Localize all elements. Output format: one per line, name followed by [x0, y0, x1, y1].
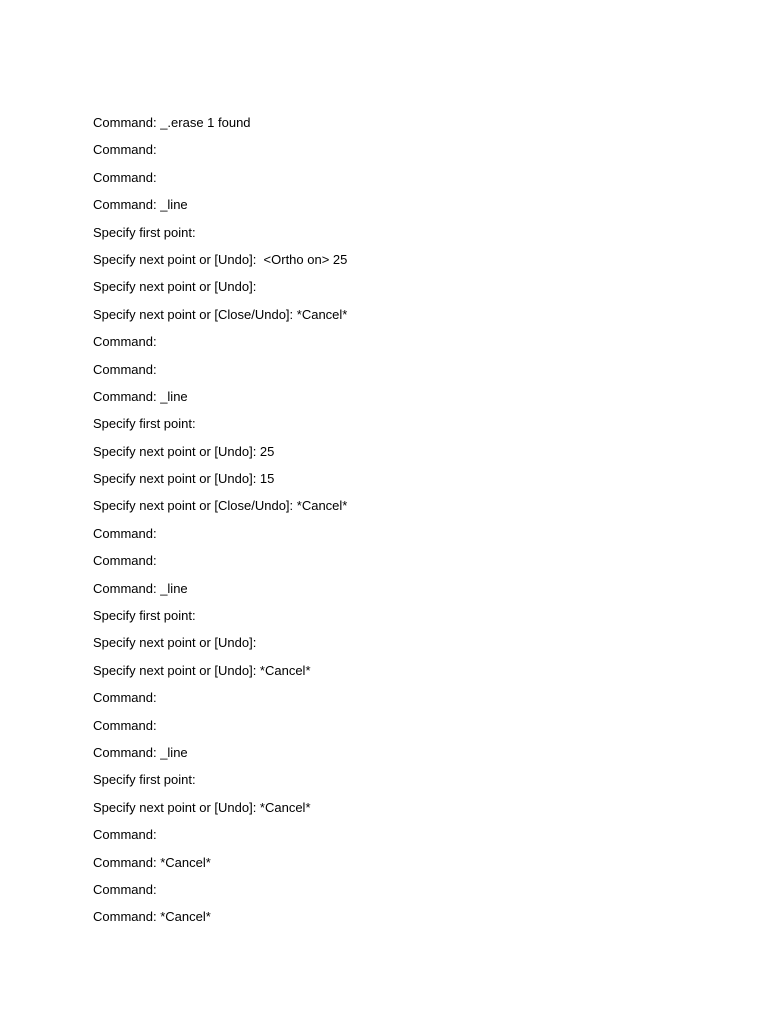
command-log-line: Specify next point or [Undo]: <Ortho on> 25 — [93, 251, 348, 267]
command-log-line: Specify next point or [Undo]: — [93, 635, 257, 651]
command-log-line: Command: — [93, 169, 157, 185]
command-log-line: Command: — [93, 717, 157, 733]
command-log-line: Specify next point or [Undo]: 25 — [93, 443, 275, 459]
command-log-line: Command: — [93, 334, 157, 350]
command-log-line: Command: — [93, 525, 157, 541]
command-log-line: Specify next point or [Close/Undo]: *Cancel* — [93, 498, 348, 514]
command-log-line: Command: _line — [93, 388, 188, 404]
command-log-line: Specify first point: — [93, 224, 196, 240]
command-log-line: Command: *Cancel* — [93, 909, 211, 925]
command-log-line: Specify next point or [Close/Undo]: *Cancel* — [93, 306, 348, 322]
command-log-line: Command: — [93, 361, 157, 377]
command-log — [93, 114, 713, 936]
command-log-line: Specify first point: — [93, 416, 196, 432]
command-log-line: Specify next point or [Undo]: — [93, 279, 257, 295]
command-log-line: Command: _line — [93, 744, 188, 760]
command-log-line: Specify next point or [Undo]: *Cancel* — [93, 799, 311, 815]
command-log-line: Command: — [93, 690, 157, 706]
command-log-line: Command: _line — [93, 197, 188, 213]
command-log-line: Command: — [93, 142, 157, 158]
command-log-line: Command: — [93, 553, 157, 569]
command-log-line: Specify first point: — [93, 608, 196, 624]
command-log-line: Specify first point: — [93, 772, 196, 788]
command-log-line: Command: _line — [93, 580, 188, 596]
command-log-line: Command: — [93, 881, 157, 897]
command-log-line: Command: _.erase 1 found — [93, 115, 251, 130]
command-log-line: Specify next point or [Undo]: *Cancel* — [93, 662, 311, 678]
command-log-line: Command: — [93, 827, 157, 843]
command-log-line: Command: *Cancel* — [93, 854, 211, 870]
command-log-line: Specify next point or [Undo]: 15 — [93, 471, 275, 487]
